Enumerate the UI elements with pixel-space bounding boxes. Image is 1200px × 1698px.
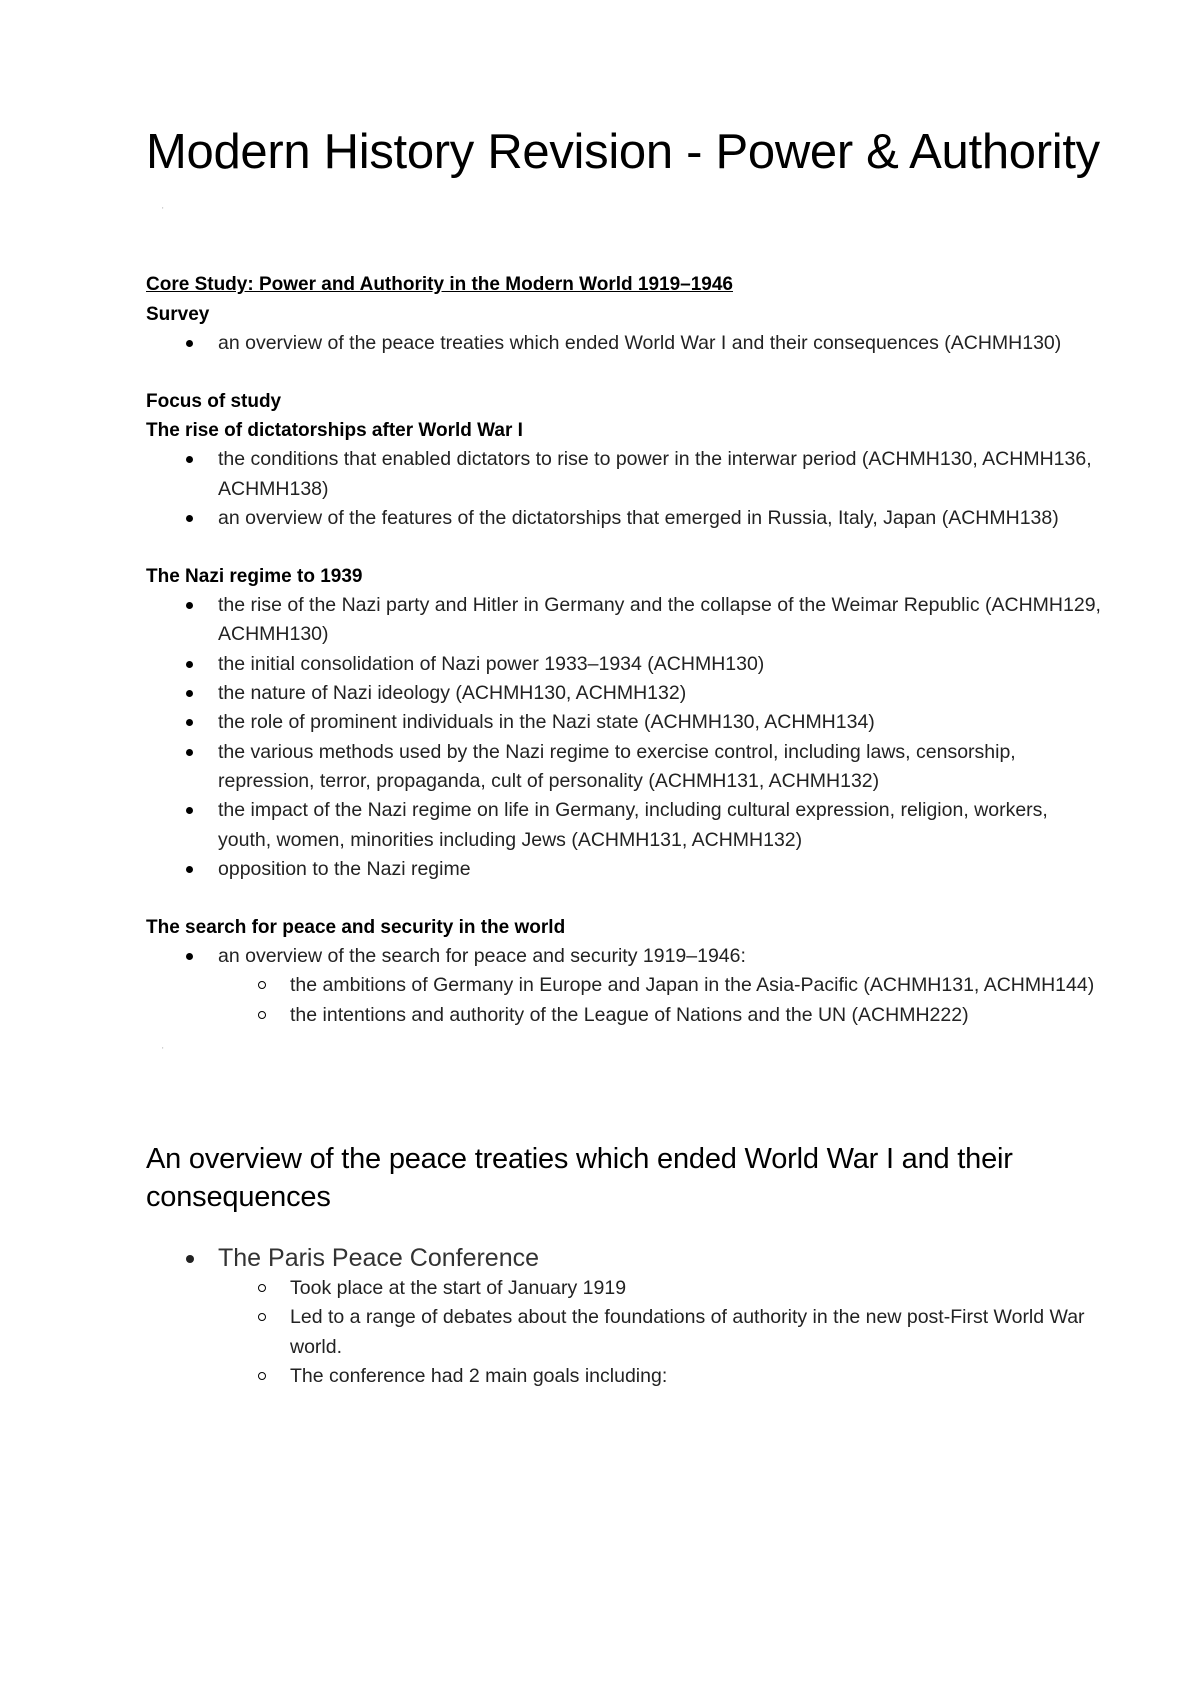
list-item: an overview of the peace treaties which ended World War I and their consequences (ACHMH130) — [146, 329, 1106, 358]
survey-heading: Survey — [146, 304, 210, 325]
list-item: The Paris Peace Conference — [146, 1242, 1106, 1274]
list-item: Led to a range of debates about the foundations of authority in the new post-First World War world. — [146, 1303, 1106, 1362]
list-item: the ambitions of Germany in Europe and Japan in the Asia-Pacific (ACHMH131, ACHMH144) — [146, 971, 1106, 1000]
hollow-bullet-icon — [258, 981, 266, 989]
dictatorships-heading: The rise of dictatorships after World War I — [146, 420, 523, 442]
bullet-icon — [186, 602, 193, 609]
bullet-icon — [186, 661, 193, 668]
bullet-icon — [186, 340, 193, 347]
dictatorships-list — [146, 445, 1106, 533]
section-heading: An overview of the peace treaties which ended World War I and their consequences — [146, 1143, 1013, 1214]
core-study-heading: Core Study: Power and Authority in the Modern World 1919–1946 — [146, 274, 733, 295]
survey-list — [146, 329, 1106, 358]
nazi-regime-list — [146, 591, 1106, 884]
list-item: The conference had 2 main goals including: — [146, 1362, 1106, 1391]
document-page — [146, 122, 1106, 1391]
list-item: the role of prominent individuals in the Nazi state (ACHMH130, ACHMH134) — [146, 708, 1106, 737]
nazi-regime-heading: The Nazi regime to 1939 — [146, 566, 363, 588]
paris-conference-list — [146, 1242, 1106, 1274]
list-item: the rise of the Nazi party and Hitler in Germany and the collapse of the Weimar Republic (ACHMH129, ACHMH130) — [146, 591, 1106, 650]
list-item: opposition to the Nazi regime — [146, 855, 1106, 884]
bullet-icon — [186, 690, 193, 697]
hollow-bullet-icon — [258, 1313, 266, 1321]
peace-security-heading: The search for peace and security in the world — [146, 917, 566, 939]
hollow-bullet-icon — [258, 1284, 266, 1292]
hollow-bullet-icon — [258, 1011, 266, 1019]
list-item: the intentions and authority of the League of Nations and the UN (ACHMH222) — [146, 1001, 1106, 1030]
bullet-icon — [186, 807, 193, 814]
bullet-icon — [186, 953, 193, 960]
list-item: the various methods used by the Nazi regime to exercise control, including laws, censorship, repression, terror, propaganda, cult of personality (ACHMH131, ACHMH132) — [146, 738, 1106, 797]
list-item: the nature of Nazi ideology (ACHMH130, ACHMH132) — [146, 679, 1106, 708]
list-item: Took place at the start of January 1919 — [146, 1274, 1106, 1303]
list-item: the initial consolidation of Nazi power 1933–1934 (ACHMH130) — [146, 650, 1106, 679]
hollow-bullet-icon — [258, 1372, 266, 1380]
focus-heading: Focus of study — [146, 391, 282, 413]
bullet-icon — [186, 515, 193, 522]
list-item: an overview of the features of the dictatorships that emerged in Russia, Italy, Japan (ACHMH138) — [146, 504, 1106, 533]
peace-security-list — [146, 942, 1106, 971]
section-marker: ' — [162, 206, 164, 215]
bullet-icon — [186, 749, 193, 756]
list-item: the impact of the Nazi regime on life in Germany, including cultural expression, religion, workers, youth, women, minorities including Jews (ACHMH131, ACHMH132) — [146, 796, 1106, 855]
bullet-icon — [186, 1255, 194, 1263]
paris-conference-sublist — [146, 1274, 1106, 1391]
peace-security-sublist — [146, 971, 1106, 1030]
bullet-icon — [186, 719, 193, 726]
document-title: Modern History Revision - Power & Authority — [146, 125, 1100, 179]
list-item: an overview of the search for peace and security 1919–1946: — [146, 942, 1106, 971]
bullet-icon — [186, 866, 193, 873]
list-item: the conditions that enabled dictators to rise to power in the interwar period (ACHMH130, ACHMH136, ACHMH138) — [146, 445, 1106, 504]
section-marker: ' — [162, 1046, 164, 1056]
bullet-icon — [186, 456, 193, 463]
